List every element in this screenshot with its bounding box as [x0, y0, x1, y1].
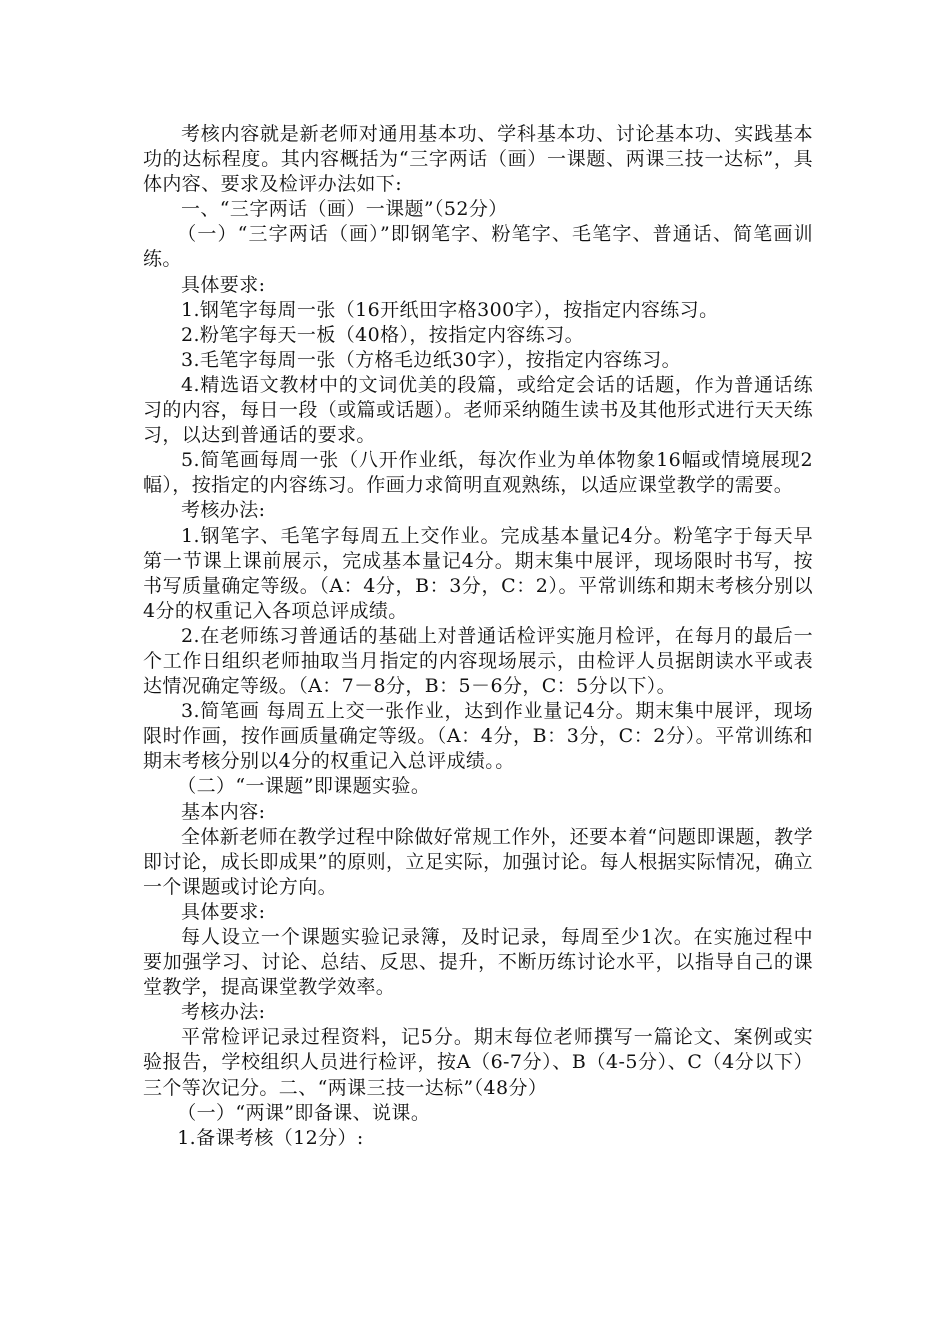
document-page	[143, 122, 813, 1151]
list-item: 3.简笔画 每周五上交一张作业，达到作业量记4分。期末集中展评，现场限时作画，按作画质量确定等级。（A：4分，B：3分，C：2分）。平常训练和期末考核分别以4分的权重记入总评成绩。。	[143, 700, 813, 773]
paragraph-body: 全体新老师在教学过程中除做好常规工作外，还要本着“问题即课题，教学即讨论，成长即成果”的原则，立足实际，加强讨论。每人根据实际情况，确立一个课题或讨论方向。	[143, 825, 813, 898]
list-item: 4.精选语文教材中的文词优美的段篇，或给定会话的话题，作为普通话练习的内容，每日一段（或篇或话题）。老师采纳随生读书及其他形式进行天天练习，以达到普通话的要求。	[143, 373, 813, 447]
list-item: 1.备课考核（12分）:	[177, 1126, 364, 1149]
subsection-heading-2: （二）“一课题”即课题实验。	[177, 775, 431, 798]
paragraph-body: 每人设立一个课题实验记录簿，及时记录，每周至少1次。在实施过程中要加强学习、讨论、总结、反思、提升，不断历练讨论水平，以指导自己的课堂教学，提高课堂教学效率。	[143, 926, 813, 999]
label-assessment: 考核办法:	[181, 499, 266, 522]
list-item: 2.粉笔字每天一板（40格），按指定内容练习。	[181, 323, 585, 346]
list-item: 3.毛笔字每周一张（方格毛边纸30字），按指定内容练习。	[181, 348, 682, 371]
subsection-heading-1: （一）“三字两话（画）”即钢笔字、粉笔字、毛笔字、普通话、简笔画训练。	[143, 223, 813, 271]
list-item: 1.钢笔字、毛笔字每周五上交作业。完成基本量记4分。粉笔字于每天早第一节课上课前展示，完成基本量记4分。期末集中展评，现场限时书写，按书写质量确定等级。（A：4分，B：3分，C：2）。平常训练和期末考核分别以4分的权重记入各项总评成绩。	[143, 524, 813, 622]
label-requirements: 具体要求:	[181, 273, 266, 296]
label-requirements: 具体要求:	[181, 900, 266, 923]
list-item: 1.钢笔字每周一张（16开纸田字格300字），按指定内容练习。	[181, 298, 719, 321]
paragraph-intro: 考核内容就是新老师对通用基本功、学科基本功、讨论基本功、实践基本功的达标程度。其内容概括为“三字两话（画）一课题、两课三技一达标”，具体内容、要求及检评办法如下:	[143, 123, 813, 196]
label-basic-content: 基本内容:	[181, 800, 266, 823]
paragraph-body: 平常检评记录过程资料，记5分。期末每位老师撰写一篇论文、案例或实验报告，学校组织人员进行检评，按A（6-7分）、B（4-5分）、C（4分以下）三个等次记分。二、“两课三技一达标”（48分）	[143, 1026, 813, 1099]
list-item: 5.简笔画每周一张（八开作业纸，每次作业为单体物象16幅或情境展现2幅），按指定的内容练习。作画力求简明直观熟练，以适应课堂教学的需要。	[143, 449, 813, 497]
subsection-heading-3: （一）“两课”即备课、说课。	[177, 1101, 431, 1124]
label-assessment: 考核办法:	[181, 1001, 266, 1024]
list-item: 2.在老师练习普通话的基础上对普通话检评实施月检评，在每月的最后一个工作日组织老师抽取当月指定的内容现场展示，由检评人员据朗读水平或表达情况确定等级。（A：7－8分，B：5－6分，C：5分以下）。	[143, 624, 813, 698]
section-heading-1: 一、“三字两话（画）一课题”（52分）	[181, 198, 508, 221]
